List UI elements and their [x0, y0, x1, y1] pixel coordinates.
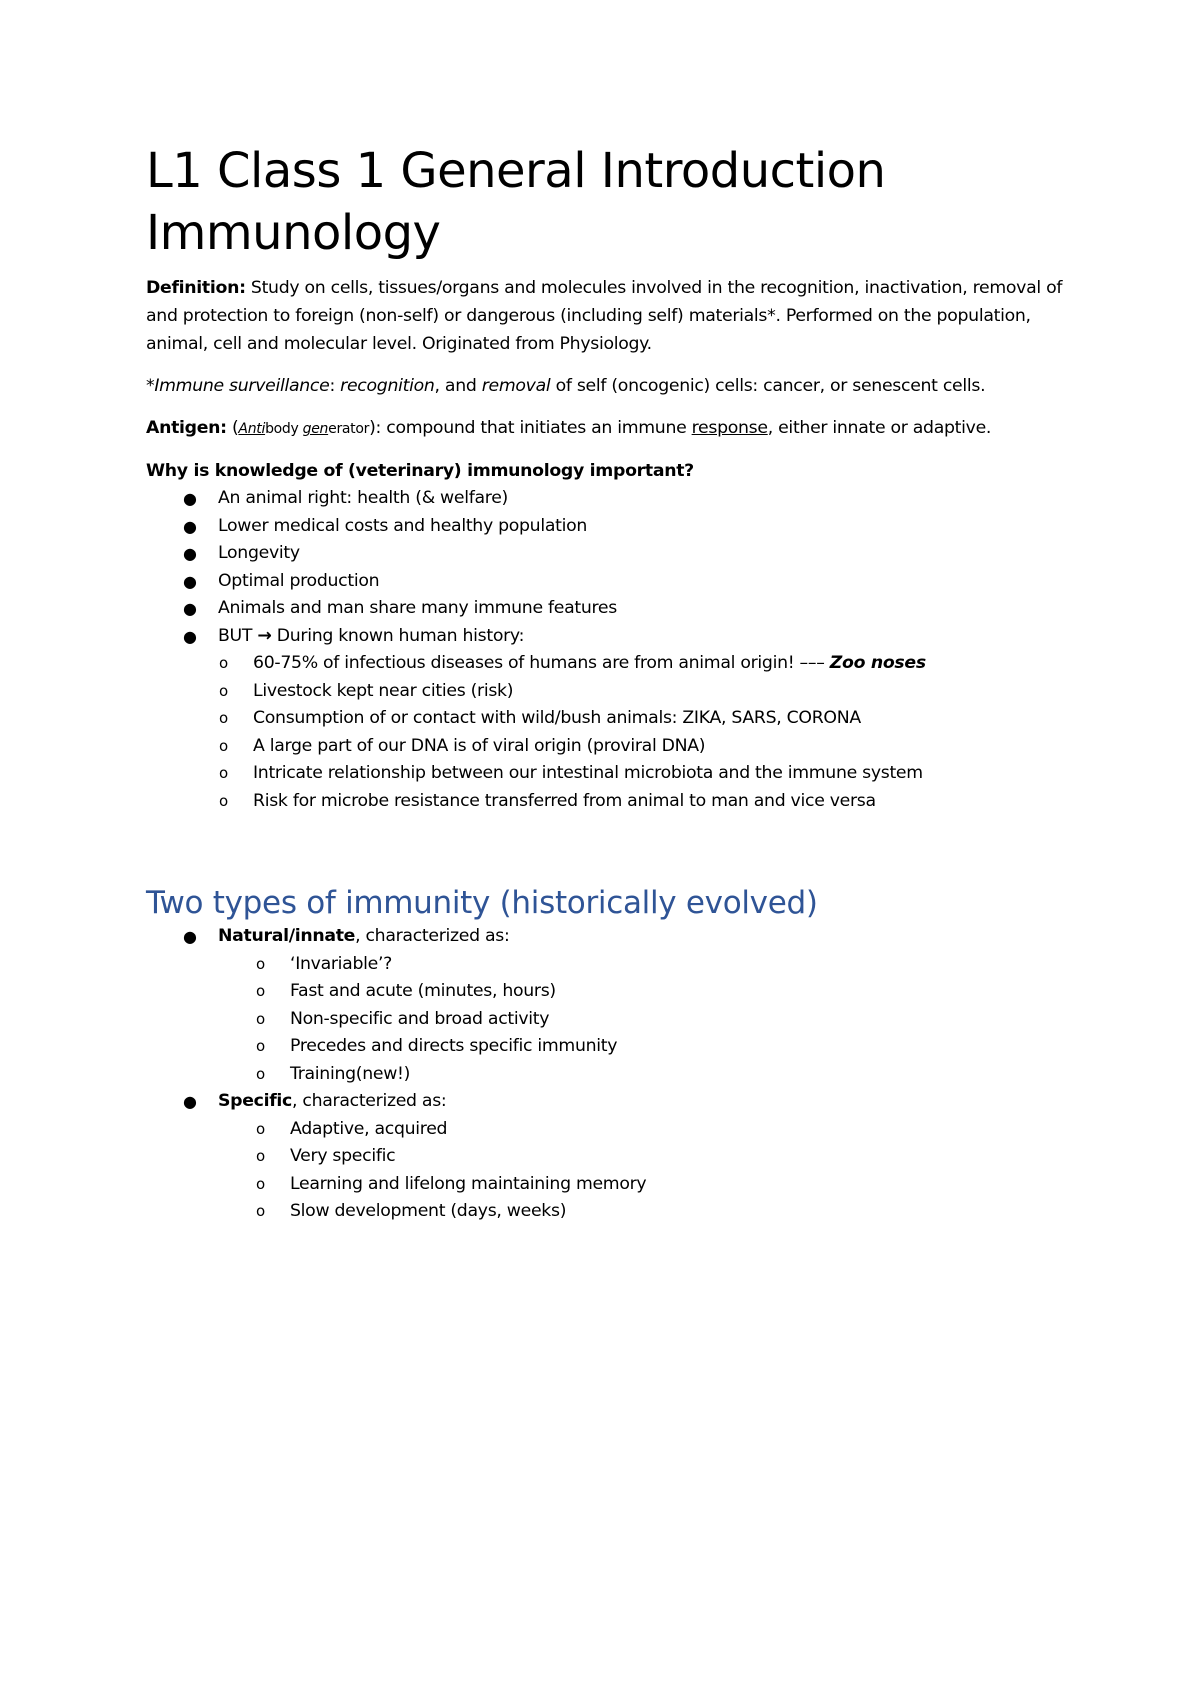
immunity-types-list — [146, 923, 1076, 1226]
definition-text: Study on cells, tissues/organs and molecules involved in the recognition, inactivation, removal of and protection to foreign (non-self) or dangerous (including self) materials*. Performed on the population, animal, cell and molecular level. Originated from Physiology. — [146, 278, 1063, 354]
sub-list-item-text: Non-specific and broad activity — [290, 1008, 550, 1029]
natural-text: , characterized as: — [355, 926, 510, 946]
list-item-text: Animals and man share many immune features — [218, 598, 617, 618]
list-item — [146, 485, 1076, 513]
circle-bullet-icon: o — [256, 1147, 265, 1165]
sub-list-item — [146, 788, 1076, 816]
circle-bullet-icon: o — [256, 1009, 265, 1028]
list-item-text: Longevity — [218, 543, 300, 563]
circle-bullet-icon: o — [256, 954, 265, 973]
gen-part: gen — [302, 421, 329, 437]
bullet-icon: ● — [183, 516, 197, 536]
sub-list-item-text: A large part of our DNA is of viral origin (proviral DNA) — [253, 735, 706, 756]
sub-list-item — [146, 1116, 1076, 1144]
title-line-1: L1 Class 1 General Introduction — [146, 143, 886, 199]
list-item — [146, 540, 1076, 568]
sub-list-item-text: Livestock kept near cities (risk) — [253, 680, 514, 701]
natural-label: Natural/innate — [218, 926, 356, 946]
antigen-rest: , either innate or adaptive. — [767, 418, 992, 438]
document-page — [146, 140, 1076, 1226]
but-text: During known human history: — [271, 625, 525, 646]
bullet-icon: ● — [183, 489, 197, 508]
bullet-icon: ● — [183, 626, 197, 646]
circle-bullet-icon: o — [219, 654, 228, 672]
why-heading — [146, 457, 1076, 485]
response-word: response — [691, 418, 768, 438]
bullet-icon: ● — [183, 599, 197, 618]
circle-bullet-icon: o — [256, 1202, 265, 1220]
sub-list-item — [146, 1033, 1076, 1061]
sub-list-item — [146, 650, 1076, 678]
bullet-icon: ● — [183, 571, 197, 591]
sub-list-item-text: Training(new!) — [290, 1063, 411, 1084]
natural-sublist — [218, 951, 1076, 1089]
surveillance-and: , and — [434, 376, 482, 396]
antigen-open: ( — [226, 418, 239, 438]
why-list — [146, 485, 1076, 815]
surveillance-term: Immune surveillance — [154, 376, 330, 396]
surveillance-removal: removal — [481, 376, 551, 396]
definition-label: Definition: — [146, 278, 246, 298]
bullet-icon: ● — [183, 544, 197, 563]
list-item — [146, 513, 1076, 541]
sub-list-item-text: Intricate relationship between our intestinal microbiota and the immune system — [253, 763, 923, 783]
bullet-icon: ● — [183, 927, 197, 946]
list-item-natural — [146, 923, 1076, 1088]
sub-list-item — [146, 1061, 1076, 1089]
circle-bullet-icon: o — [256, 982, 265, 1000]
sub-list-item-text: Very specific — [290, 1146, 396, 1166]
zoo-noses-text: Zoo noses — [829, 653, 926, 673]
circle-bullet-icon: o — [219, 764, 228, 782]
surveillance-colon: : — [329, 376, 341, 396]
sub-list-item-text: Risk for microbe resistance transferred from animal to man and vice versa — [253, 790, 876, 811]
body-part: body — [265, 421, 303, 437]
circle-bullet-icon: o — [219, 736, 228, 755]
circle-bullet-icon: o — [219, 709, 228, 727]
sub-list-item — [146, 733, 1076, 761]
surveillance-paragraph — [146, 372, 1076, 400]
specific-label: Specific — [218, 1091, 292, 1111]
antigen-definition: ): compound that initiates an immune — [369, 418, 692, 438]
list-item-text: Optimal production — [218, 570, 380, 591]
sub-list-item-text: Fast and acute (minutes, hours) — [290, 981, 556, 1001]
sub-list-item — [146, 978, 1076, 1006]
footnote-star: * — [146, 376, 155, 396]
specific-sublist — [218, 1116, 1076, 1226]
sub-list-item-text: Slow development (days, weeks) — [290, 1201, 567, 1221]
sub-list-item — [146, 951, 1076, 979]
circle-bullet-icon: o — [256, 1037, 265, 1055]
sub-list-item — [146, 1171, 1076, 1199]
antibody-generator — [238, 421, 369, 437]
circle-bullet-icon: o — [219, 681, 228, 700]
sub-list-item — [146, 1006, 1076, 1034]
sub-list-item-text: Precedes and directs specific immunity — [290, 1036, 618, 1056]
sub-list-item — [146, 1198, 1076, 1226]
sub-list-item — [146, 1143, 1076, 1171]
sub-list-item — [146, 678, 1076, 706]
section-heading-immunity-types: Two types of immunity (historically evolved) — [146, 885, 818, 921]
list-item-specific — [146, 1088, 1076, 1226]
sub-list-item — [146, 760, 1076, 788]
list-item — [146, 568, 1076, 596]
list-item-text: An animal right: health (& welfare) — [218, 488, 508, 508]
list-item — [146, 595, 1076, 623]
antigen-label: Antigen: — [146, 418, 227, 438]
arrow-right-icon: → — [257, 625, 272, 646]
sub-list-item-text: ‘Invariable’? — [290, 953, 393, 974]
why-heading-text: Why is knowledge of (veterinary) immunology important? — [146, 461, 694, 481]
sub-list-item-text: 60-75% of infectious diseases of humans are from animal origin! ––– — [253, 653, 830, 673]
specific-text: , characterized as: — [292, 1091, 447, 1111]
sub-list-item-text: Learning and lifelong maintaining memory — [290, 1173, 647, 1194]
sub-list-item-text: Adaptive, acquired — [290, 1118, 448, 1139]
surveillance-rest: of self (oncogenic) cells: cancer, or senescent cells. — [550, 376, 986, 396]
sub-list-item — [146, 705, 1076, 733]
circle-bullet-icon: o — [219, 791, 228, 810]
but-label: BUT — [218, 625, 258, 646]
circle-bullet-icon: o — [256, 1174, 265, 1193]
history-sublist — [218, 650, 1076, 815]
surveillance-recognition: recognition — [340, 376, 435, 396]
antigen-paragraph — [146, 414, 1076, 443]
list-item-but — [146, 623, 1076, 816]
erator-part: erator — [328, 421, 370, 437]
definition-paragraph — [146, 274, 1076, 358]
bullet-icon: ● — [183, 1092, 197, 1111]
list-item-text: Lower medical costs and healthy population — [218, 515, 588, 536]
sub-list-item-text: Consumption of or contact with wild/bush animals: ZIKA, SARS, CORONA — [253, 708, 861, 728]
title-line-2: Immunology — [146, 205, 441, 261]
page-title — [146, 140, 1076, 264]
circle-bullet-icon: o — [256, 1119, 265, 1138]
anti-part: Anti — [238, 421, 266, 437]
circle-bullet-icon: o — [256, 1064, 265, 1083]
